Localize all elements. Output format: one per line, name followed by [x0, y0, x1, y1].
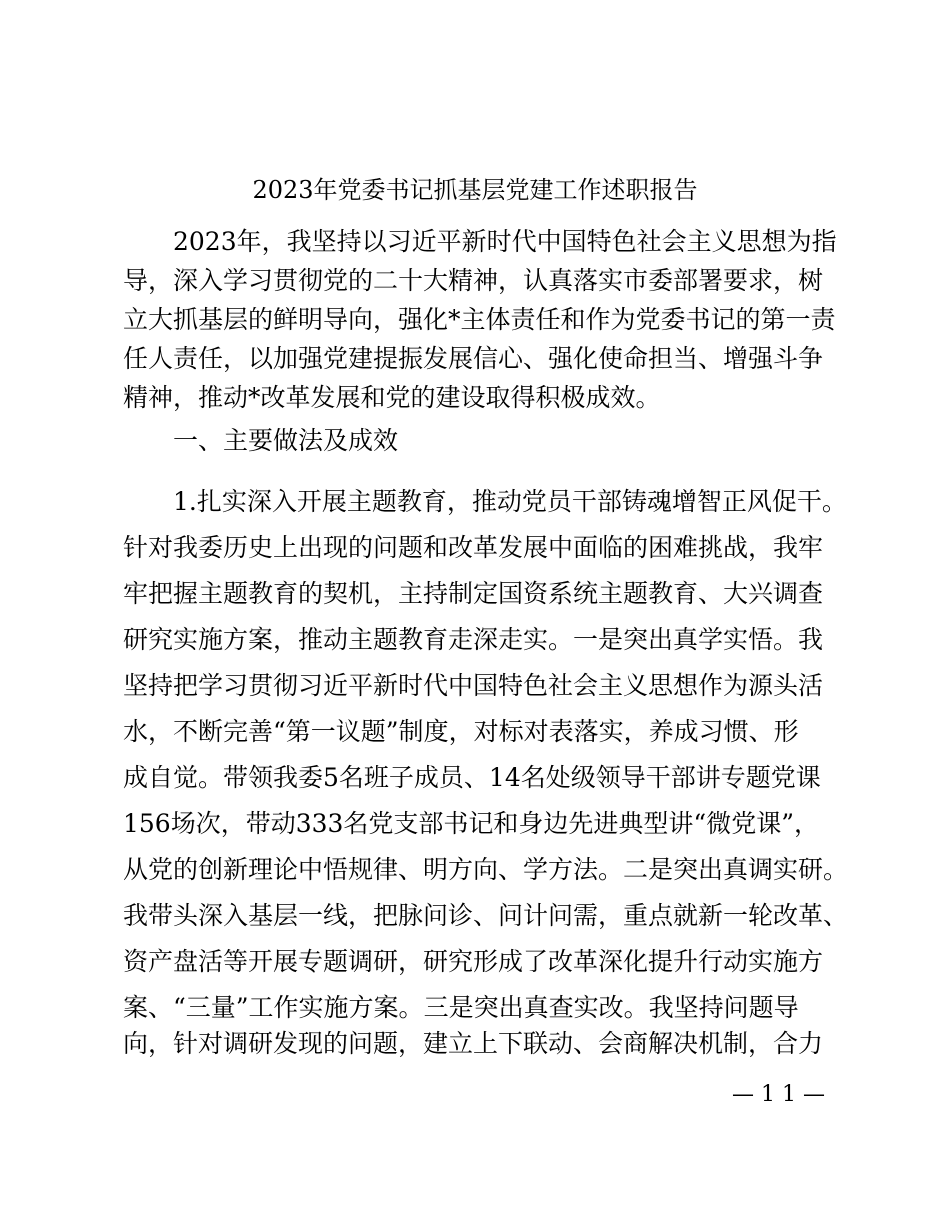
- document-title: 2023年党委书记抓基层党建工作述职报告: [252, 176, 698, 204]
- body-line: 立大抓基层的鲜明导向，强化*主体责任和作为党委书记的第一责: [123, 305, 836, 334]
- body-line: 向，针对调研发现的问题，建立上下联动、会商解决机制，合力: [123, 1029, 824, 1058]
- body-line: 精神，推动*改革发展和党的建设取得积极成效。: [123, 383, 661, 412]
- body-line: 导，深入学习贯彻党的二十大精神，认真落实市委部署要求，树: [123, 266, 824, 295]
- body-line: 水，不断完善“第一议题”制度，对标对表落实，养成习惯、形: [123, 717, 799, 746]
- body-line: 成自觉。带领我委5名班子成员、14名处级领导干部讲专题党课: [123, 763, 821, 792]
- body-line: 任人责任，以加强党建提振发展信心、强化使命担当、增强斗争: [123, 344, 824, 373]
- body-line: 坚持把学习贯彻习近平新时代中国特色社会主义思想作为源头活: [123, 671, 824, 700]
- body-line: 1.扎实深入开展主题教育，推动党员干部铸魂增智正风促干。: [173, 487, 847, 516]
- body-line: 从党的创新理论中悟规律、明方向、学方法。二是突出真调实研。: [123, 855, 849, 884]
- body-line: 案、“三量”工作实施方案。三是突出真查实改。我坚持问题导: [123, 993, 799, 1022]
- body-line: 2023年，我坚持以习近平新时代中国特色社会主义思想为指: [173, 227, 837, 256]
- body-line: 研究实施方案，推动主题教育走深走实。一是突出真学实悟。我: [123, 625, 824, 654]
- body-line: 我带头深入基层一线，把脉问诊、问计问需，重点就新一轮改革、: [123, 901, 849, 930]
- body-line: 156场次，带动333名党支部书记和身边先进典型讲“微党课”，: [123, 809, 819, 838]
- body-line: 牢把握主题教育的契机，主持制定国资系统主题教育、大兴调查: [123, 579, 824, 608]
- page-number: — 1 1 —: [732, 1082, 825, 1107]
- body-line: 针对我委历史上出现的问题和改革发展中面临的困难挑战，我牢: [123, 533, 824, 562]
- section-heading: 一、主要做法及成效: [173, 426, 399, 455]
- body-line: 资产盘活等开展专题调研，研究形成了改革深化提升行动实施方: [123, 947, 824, 976]
